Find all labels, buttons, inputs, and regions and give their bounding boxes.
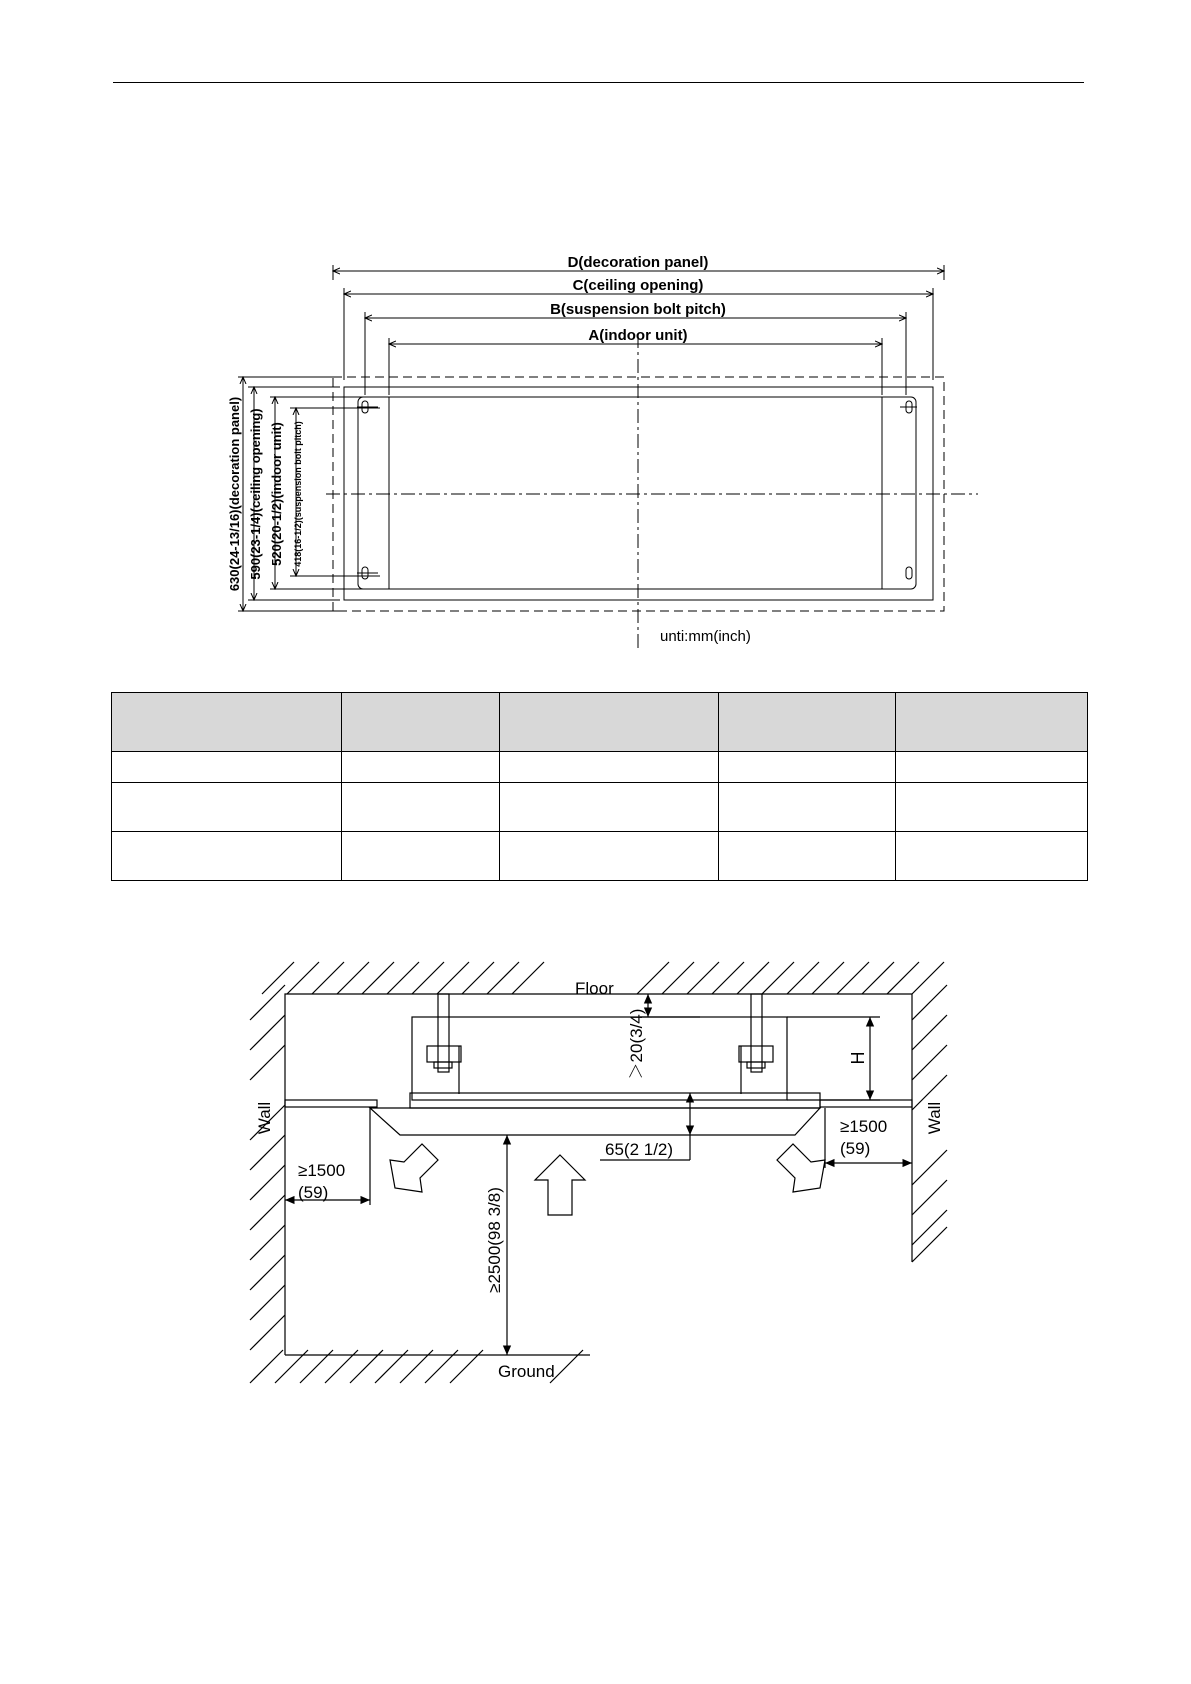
table-cell (342, 832, 500, 881)
dim-suspension-bolt-pitch: B(suspension bolt pitch) (550, 301, 726, 318)
table-cell (896, 752, 1088, 783)
ceiling-layout-diagram (0, 0, 1191, 660)
height-min-label: ≥2500(98 3/8) (485, 1187, 504, 1293)
h-label: H (848, 1051, 868, 1065)
table-cell (719, 783, 896, 832)
table-cell (719, 752, 896, 783)
installation-clearance-diagram (0, 950, 1191, 1400)
left-wall-hatch (250, 985, 285, 1350)
right-clearance-label: ≥1500 (840, 1117, 888, 1136)
floor-label: Floor (575, 979, 614, 998)
table-header-cell (896, 693, 1088, 752)
table-cell (500, 832, 719, 881)
airflow-out-right-arrow (777, 1144, 825, 1192)
table-cell (500, 752, 719, 783)
table-header-cell (342, 693, 500, 752)
table-cell (500, 783, 719, 832)
table-cell (342, 752, 500, 783)
dim-590-ceiling-opening: 590(23-1/4)(ceiling opening) (248, 408, 263, 580)
table-cell (112, 783, 342, 832)
wall-left-label: Wall (255, 1101, 274, 1135)
table-header-cell (500, 693, 719, 752)
table-cell (719, 832, 896, 881)
wall-right-label: Wall (925, 1101, 944, 1135)
airflow-in-arrow (535, 1155, 585, 1215)
table-cell (112, 832, 342, 881)
dim-418-bolt-pitch: 418(16-1/2)(suspension bolt pitch) (293, 421, 303, 567)
table-row (112, 783, 1088, 832)
left-clearance-label: ≥1500 (298, 1161, 346, 1180)
table-header-cell (719, 693, 896, 752)
panel-drop-label: 65(2 1/2) (605, 1140, 674, 1159)
gap-top-label: ＞20(3/4) (627, 1008, 646, 1080)
table-cell (112, 752, 342, 783)
unit-note: unti:mm(inch) (660, 628, 751, 645)
table-row (112, 832, 1088, 881)
dim-ceiling-opening: C(ceiling opening) (572, 277, 704, 294)
left-clearance-inch: (59) (298, 1183, 329, 1202)
dim-indoor-unit: A(indoor unit) (588, 327, 688, 344)
table-cell (896, 783, 1088, 832)
ground-label: Ground (498, 1362, 555, 1381)
dimension-table (111, 692, 1088, 881)
dim-decoration-panel: D(decoration panel) (567, 254, 709, 271)
table-row (112, 752, 1088, 783)
table-cell (896, 832, 1088, 881)
dim-630-decoration-panel: 630(24-13/16)(decoration panel) (227, 396, 242, 592)
airflow-out-left-arrow (390, 1144, 438, 1192)
right-clearance-inch: (59) (840, 1139, 871, 1158)
dim-520-indoor-unit: 520(20-1/2)(indoor unit) (269, 422, 284, 566)
table-cell (342, 783, 500, 832)
table-header-cell (112, 693, 342, 752)
